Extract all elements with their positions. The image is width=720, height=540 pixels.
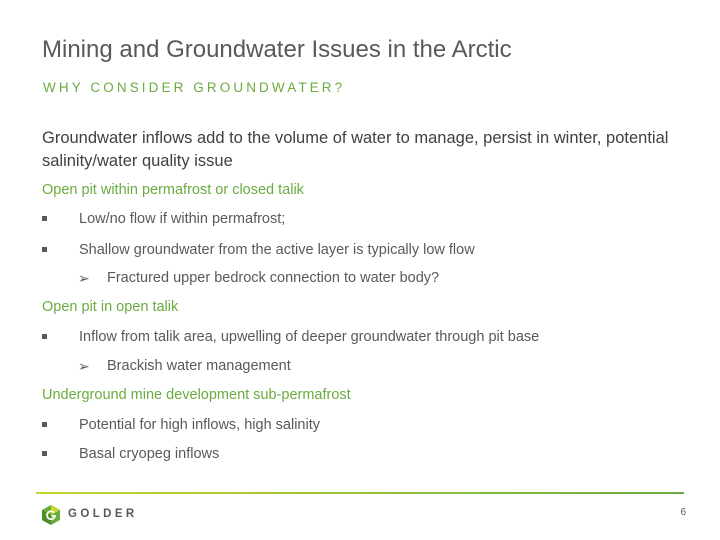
golder-logo-icon xyxy=(40,504,62,526)
square-bullet-icon xyxy=(42,422,47,427)
square-bullet-icon xyxy=(42,451,47,456)
page-number: 6 xyxy=(680,507,686,518)
bullet-text: Potential for high inflows, high salinity xyxy=(79,417,320,433)
slide-subtitle: WHY CONSIDER GROUNDWATER? xyxy=(43,80,346,95)
square-bullet-icon xyxy=(42,216,47,221)
arrow-bullet-icon: ➢ xyxy=(78,270,90,286)
bullet-text: Shallow groundwater from the active layer is typically low flow xyxy=(79,242,475,258)
slide-title: Mining and Groundwater Issues in the Arctic xyxy=(42,36,512,63)
section-heading-open-talik: Open pit in open talik xyxy=(42,299,179,315)
sub-bullet-text: Fractured upper bedrock connection to water body? xyxy=(107,270,440,286)
sub-bullet-text: Brackish water management xyxy=(107,358,291,374)
bullet-text: Inflow from talik area, upwelling of deeper groundwater through pit base xyxy=(79,329,540,345)
brand-name: GOLDER xyxy=(68,508,138,520)
arrow-bullet-icon: ➢ xyxy=(78,358,90,374)
bullet-text: Low/no flow if within permafrost; xyxy=(79,211,286,227)
section-heading-underground: Underground mine development sub-permafrost xyxy=(42,387,351,403)
bullet-text: Basal cryopeg inflows xyxy=(79,446,220,462)
footer-divider xyxy=(36,492,684,494)
section-heading-closed-talik: Open pit within permafrost or closed talik xyxy=(42,182,304,198)
square-bullet-icon xyxy=(42,247,47,252)
intro-paragraph: Groundwater inflows add to the volume of water to manage, persist in winter, potential salinity/water quality issue xyxy=(42,129,669,170)
square-bullet-icon xyxy=(42,334,47,339)
